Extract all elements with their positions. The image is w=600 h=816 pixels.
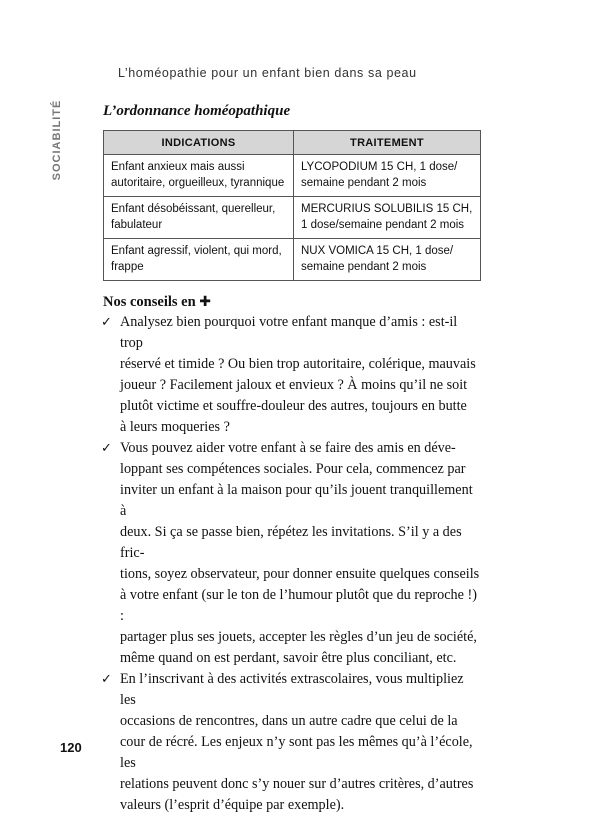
indication-cell — [104, 239, 294, 281]
text-line: Analysez bien pourquoi votre enfant manque d’amis : est-il trop — [120, 314, 458, 351]
text-line: même quand on est perdant, savoir être plus conciliant, etc. — [120, 650, 457, 666]
treatment-cell — [294, 155, 481, 197]
cell-line: frappe — [111, 261, 144, 273]
treatment-cell — [294, 239, 481, 281]
text-line: occasions de rencontres, dans un autre cadre que celui de la — [120, 713, 458, 729]
advice-heading-text: Nos conseils en — [103, 294, 196, 310]
text-line: inviter un enfant à la maison pour qu’ils jouent tranquillement à — [120, 482, 473, 519]
table-row — [104, 155, 481, 197]
check-icon: ✓ — [101, 441, 112, 456]
page-number: 120 — [60, 740, 82, 755]
running-header: L’homéopathie pour un enfant bien dans sa peau — [118, 66, 417, 80]
advice-item — [103, 438, 481, 669]
cell-line: Enfant anxieux mais aussi — [111, 161, 245, 173]
text-line: partager plus ses jouets, accepter les règles d’un jeu de société, — [120, 629, 477, 645]
advice-section — [103, 292, 481, 816]
table-header-row — [104, 131, 481, 155]
chapter-side-tab-label: SOCIABILITÉ — [51, 99, 63, 181]
text-line: plutôt victime et souffre-douleur des autres, toujours en butte — [120, 398, 467, 414]
cell-line: fabulateur — [111, 219, 163, 231]
chapter-side-tab — [48, 100, 66, 180]
cell-line: Enfant agressif, violent, qui mord, — [111, 245, 282, 257]
column-header-indications: INDICATIONS — [104, 131, 294, 155]
advice-item — [103, 669, 481, 816]
column-header-treatment: TRAITEMENT — [294, 131, 481, 155]
text-line: réservé et timide ? Ou bien trop autoritaire, colérique, mauvais — [120, 356, 476, 372]
cell-line: MERCURIUS SOLUBILIS 15 CH, — [301, 203, 473, 215]
indication-cell — [104, 197, 294, 239]
text-line: tions, soyez observateur, pour donner ensuite quelques conseils — [120, 566, 480, 582]
indication-cell — [104, 155, 294, 197]
text-line: deux. Si ça se passe bien, répétez les invitations. S’il y a des fric- — [120, 524, 462, 561]
cell-line: semaine pendant 2 mois — [301, 261, 427, 273]
text-line: à leurs moqueries ? — [120, 419, 230, 435]
cell-line: semaine pendant 2 mois — [301, 177, 427, 189]
cell-line: NUX VOMICA 15 CH, 1 dose/ — [301, 245, 454, 257]
text-line: loppant ses compétences sociales. Pour cela, commencez par — [120, 461, 466, 477]
advice-list — [103, 312, 481, 816]
section-title: L’ordonnance homéopathique — [103, 103, 291, 119]
cell-line: autoritaire, orgueilleux, tyrannique — [111, 177, 285, 189]
text-line: relations peuvent donc s’y nouer sur d’autres critères, d’autres — [120, 776, 474, 792]
plus-icon: ✚ — [199, 294, 212, 310]
cell-line: LYCOPODIUM 15 CH, 1 dose/ — [301, 161, 458, 173]
table-row — [104, 239, 481, 281]
text-line: à votre enfant (sur le ton de l’humour plutôt que du reproche !) : — [120, 587, 477, 624]
text-line: joueur ? Facilement jaloux et envieux ? À moins qu’il ne soit — [120, 377, 468, 393]
check-icon: ✓ — [101, 672, 112, 687]
text-line: valeurs (l’esprit d’équipe par exemple). — [120, 797, 345, 813]
advice-item — [103, 312, 481, 438]
cell-line: Enfant désobéissant, querelleur, — [111, 203, 276, 215]
text-line: En l’inscrivant à des activités extrascolaires, vous multipliez les — [120, 671, 464, 708]
text-line: Vous pouvez aider votre enfant à se faire des amis en déve- — [120, 440, 456, 456]
treatment-cell — [294, 197, 481, 239]
text-line: cour de récré. Les enjeux n’y sont pas les mêmes qu’à l’école, les — [120, 734, 473, 771]
table-row — [104, 197, 481, 239]
check-icon: ✓ — [101, 315, 112, 330]
prescription-table — [103, 130, 481, 281]
advice-heading — [103, 292, 481, 312]
cell-line: 1 dose/semaine pendant 2 mois — [301, 219, 465, 231]
